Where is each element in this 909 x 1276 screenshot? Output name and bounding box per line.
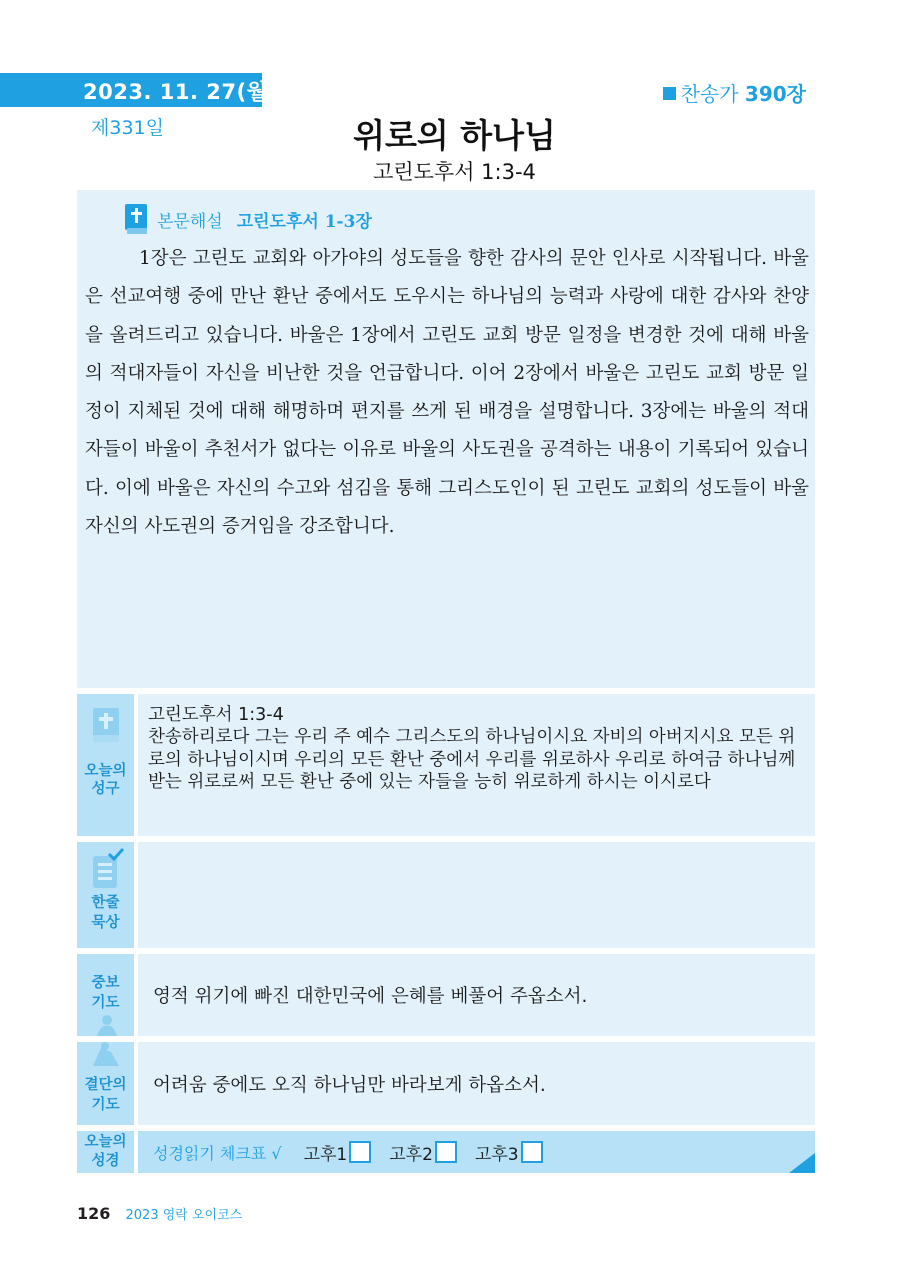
checklist-label: 성경읽기 체크표 √ — [153, 1143, 282, 1163]
meditation-label-1: 한줄 — [91, 895, 120, 911]
checklist-icon — [89, 848, 125, 890]
commentary-panel — [77, 190, 815, 688]
today-verse-row — [77, 694, 815, 836]
resolution-label-panel — [77, 1042, 134, 1125]
reading-label-panel — [77, 1131, 134, 1173]
reading-label-2: 성경 — [91, 1153, 120, 1169]
today-verse-label-panel — [77, 694, 134, 836]
day-count: 제331일 — [91, 117, 164, 139]
reading-item — [389, 1140, 457, 1165]
page-number: 126 — [77, 1204, 111, 1223]
kneeling-person-icon — [89, 1042, 123, 1066]
reading-row — [77, 1131, 815, 1173]
meditation-row — [77, 842, 815, 948]
reading-label-1: 오늘의 — [84, 1134, 127, 1150]
corner-triangle-icon — [789, 1153, 815, 1173]
resolution-content — [138, 1042, 815, 1125]
page-footer — [77, 1204, 242, 1223]
verse-reference: 고린도후서 1:3-4 — [148, 705, 284, 725]
meditation-label-panel — [77, 842, 134, 948]
commentary-header — [125, 202, 372, 236]
commentary-reference: 고린도후서 1-3장 — [236, 211, 372, 232]
reading-item-label: 고후1 — [303, 1144, 348, 1165]
square-bullet-icon — [663, 87, 676, 100]
reading-item-label: 고후3 — [474, 1144, 519, 1165]
reading-checkbox[interactable] — [521, 1141, 543, 1163]
intercession-text: 영적 위기에 빠진 대한민국에 은혜를 베풀어 주옵소서. — [153, 986, 588, 1007]
reading-checkbox[interactable] — [435, 1141, 457, 1163]
hymn-number: 390장 — [744, 82, 806, 106]
reading-content — [138, 1131, 815, 1173]
intercession-label-1: 중보 — [91, 975, 120, 991]
reading-item-label: 고후2 — [389, 1144, 433, 1165]
today-verse-label-1: 오늘의 — [84, 763, 127, 779]
intercession-label-panel — [77, 954, 134, 1036]
page-title: 위로의 하나님 — [353, 116, 556, 155]
today-verse-content — [138, 694, 815, 836]
reading-checkbox[interactable] — [349, 1141, 371, 1163]
date: 2023. 11. 27(월) — [83, 80, 278, 104]
bible-icon — [125, 204, 147, 234]
reading-item — [475, 1140, 543, 1165]
hymn-label: 찬송가 — [680, 82, 739, 106]
publication-title: 2023 영락 오이코스 — [125, 1208, 243, 1223]
praying-person-icon — [91, 1014, 123, 1036]
intercession-label-2: 기도 — [91, 995, 120, 1011]
commentary-body: 1장은 고린도 교회와 아가야의 성도들을 향한 감사의 문안 인사로 시작됩니다. 바울은 선교여행 중에 만난 환난 중에서도 도우시는 하나님의 능력과 사랑에 대한 감사와 찬양을 올려드리고 있습니다. 바울은 1장에서 고린도 교회 방문 일정을 변경한 것에 대해 바울의 적대자들이 자신을 비난한 것을 언급합니다. 이어 2장에서 바울은 고린도 교회 방문 일정이 지체된 것에 대해 해명하며 편지를 쓰게 된 배경을 설명합니다. 3장에는 바울의 적대자들이 바울이 추천서가 없다는 이유로 바울의 사도권을 공격하는 내용이 기록되어 있습니다. 이에 바울은 자신의 수고와 섬김을 통해 그리스도인이 된 고린도 교회의 성도들이 바울 자신의 사도권의 증거임을 강조합니다. — [85, 248, 810, 538]
intercession-row — [77, 954, 815, 1036]
hymn-reference — [663, 78, 806, 107]
resolution-label-1: 결단의 — [84, 1077, 127, 1093]
resolution-row — [77, 1042, 815, 1125]
intercession-content — [138, 954, 815, 1036]
meditation-content[interactable] — [138, 842, 815, 948]
reading-item — [304, 1140, 372, 1165]
today-verse — [148, 704, 808, 793]
scripture-reference: 고린도후서 1:3-4 — [373, 160, 536, 184]
resolution-text: 어려움 중에도 오직 하나님만 바라보게 하옵소서. — [153, 1074, 546, 1096]
verse-text: 찬송하리로다 그는 우리 주 예수 그리스도의 하나님이시요 자비의 아버지시요 모든 위로의 하나님이시며 우리의 모든 환난 중에서 우리를 위로하사 우리로 하여금 하나님께 받는 위로로써 모든 환난 중에 있는 자들을 능히 위로하게 하시는 이시로다 — [148, 727, 796, 792]
reading-checklist — [153, 1131, 561, 1173]
commentary-label: 본문해설 — [157, 211, 223, 232]
resolution-label-2: 기도 — [91, 1097, 120, 1113]
today-verse-label-2: 성구 — [91, 781, 120, 797]
meditation-label-2: 묵상 — [91, 915, 120, 931]
bible-book-icon — [91, 708, 121, 742]
